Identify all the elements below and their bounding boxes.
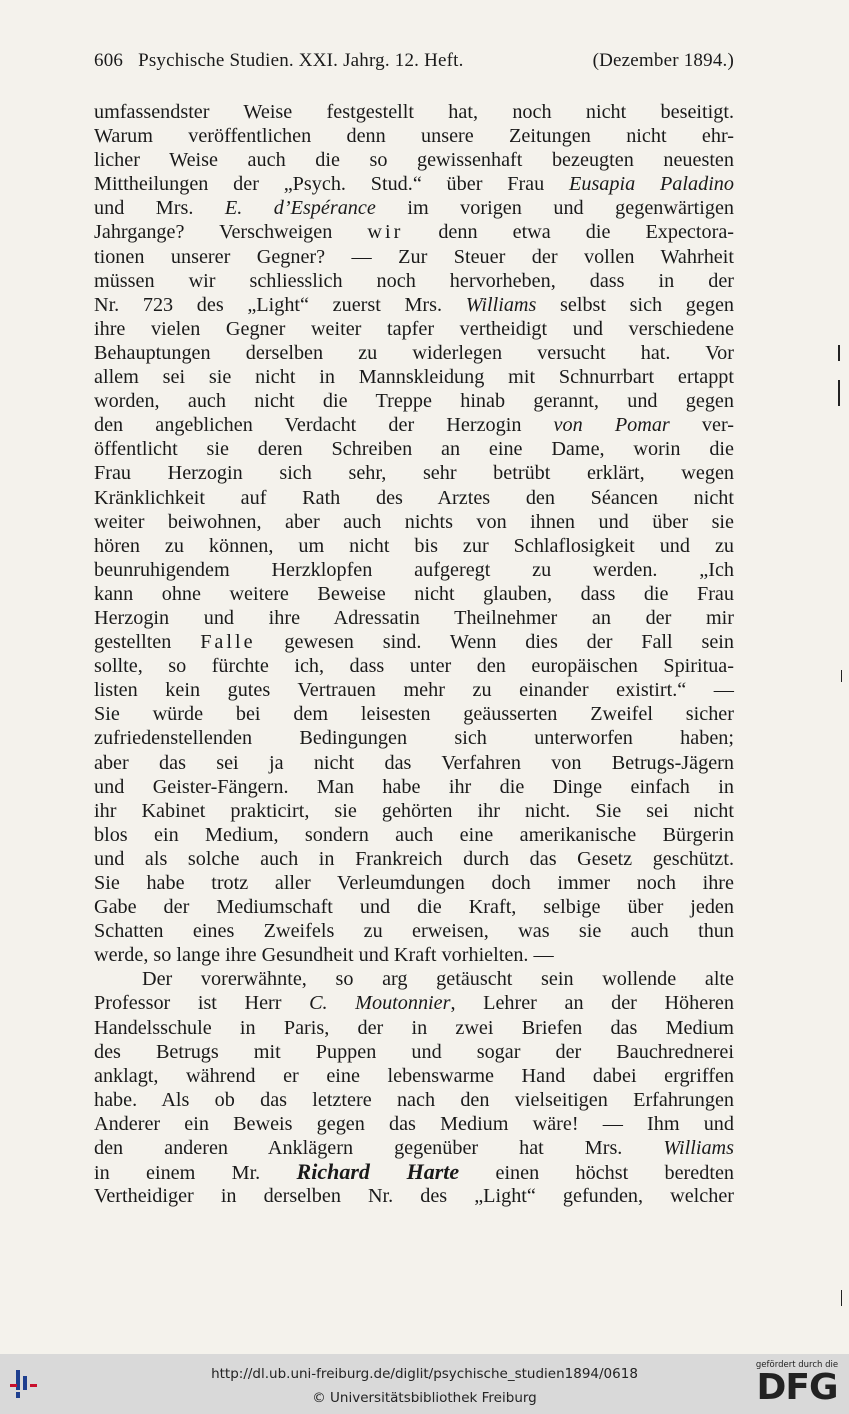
text-line: den angeblichen Verdacht der Herzogin von Pomar ver- — [94, 414, 734, 437]
text-line: Warum veröffentlichen denn unsere Zeitungen nicht ehr- — [94, 125, 734, 148]
dfg-logo-text: DFG — [756, 1367, 838, 1408]
name-italic: Williams — [465, 293, 537, 316]
text-line: tionen unserer Gegner? — Zur Steuer der vollen Wahrheit — [94, 245, 734, 268]
running-title: Psychische Studien. XXI. Jahrg. 12. Heft. — [138, 50, 464, 71]
name-bold-italic: Richard Harte — [296, 1159, 460, 1185]
text-line: und als solche auch in Frankreich durch das Gesetz geschützt. — [94, 847, 734, 870]
text-line: öffentlicht sie deren Schreiben an eine Dame, worin die — [94, 438, 734, 461]
body-text — [94, 100, 734, 1208]
text-line: Gabe der Mediumschaft und die Kraft, selbige über jeden — [94, 896, 734, 919]
text-line: Professor ist Herr C. Moutonnier, Lehrer an der Höheren — [94, 992, 734, 1015]
name-italic: C. Moutonnier — [309, 992, 451, 1015]
text-line: Handelsschule in Paris, der in zwei Briefen das Medium — [94, 1016, 734, 1039]
text-line: licher Weise auch die so gewissenhaft bezeugten neuesten — [94, 149, 734, 172]
text-line: Kränklichkeit auf Rath des Arztes den Séancen nicht — [94, 486, 734, 509]
text-line: zufriedenstellenden Bedingungen sich unterworfen haben; — [94, 727, 734, 750]
text-line: Behauptungen derselben zu widerlegen versucht hat. Vor — [94, 341, 734, 364]
text-line: Nr. 723 des „Light“ zuerst Mrs. Williams selbst sich gegen — [94, 293, 734, 316]
text-line: anklagt, während er eine lebenswarme Hand dabei ergriffen — [94, 1064, 734, 1087]
copyright-notice: © Universitätsbibliothek Freiburg — [312, 1390, 537, 1406]
text-line: Der vorerwähnte, so arg getäuscht sein wollende alte — [142, 968, 734, 991]
text-line: worden, auch nicht die Treppe hinab gerannt, und gegen — [94, 390, 734, 413]
text-line: listen kein gutes Vertrauen mehr zu einander existirt.“ — — [94, 679, 734, 702]
running-header — [94, 50, 734, 72]
spaced-emphasis: wir — [367, 221, 404, 244]
text-line: und Mrs. E. d’Espérance im vorigen und gegenwärtigen — [94, 197, 734, 220]
text-line: Sie würde bei dem leisesten geäusserten Zweifel sicher — [94, 703, 734, 726]
name-italic: Eusapia Paladino — [569, 173, 734, 196]
text-line: Vertheidiger in derselben Nr. des „Light“ gefunden, welcher — [94, 1185, 734, 1208]
margin-mark — [841, 1290, 842, 1306]
page-number: 606 — [94, 50, 124, 71]
footer-bar — [0, 1354, 849, 1414]
text-line: Anderer ein Beweis gegen das Medium wäre! — Ihm und — [94, 1112, 734, 1135]
text-line: in einem Mr. Richard Harte einen höchst beredten — [94, 1159, 734, 1185]
margin-mark — [841, 670, 842, 682]
text-line: und Geister-Fängern. Man habe ihr die Dinge einfach in — [94, 775, 734, 798]
text-line: müssen wir schliesslich noch hervorheben, dass in der — [94, 269, 734, 292]
text-line: beunruhigendem Herzklopfen aufgeregt zu werden. „Ich — [94, 558, 734, 581]
text-line: ihr Kabinet prakticirt, sie gehörten ihr nicht. Sie sei nicht — [94, 799, 734, 822]
name-italic: Williams — [663, 1137, 734, 1160]
name-italic: E. d’Espérance — [224, 197, 376, 220]
spaced-emphasis: Falle — [200, 631, 256, 654]
text-line: Sie habe trotz aller Verleumdungen doch immer noch ihre — [94, 872, 734, 894]
dfg-caption: gefördert durch die — [755, 1360, 839, 1370]
text-line: allem sei sie nicht in Mannskleidung mit Schnurrbart ertappt — [94, 366, 734, 389]
text-line: des Betrugs mit Puppen und sogar der Bauchrednerei — [94, 1040, 734, 1063]
text-line: den anderen Anklägern gegenüber hat Mrs. Williams — [94, 1137, 734, 1160]
source-url[interactable]: http://dl.ub.uni-freiburg.de/diglit/psychische_studien1894/0618 — [211, 1366, 638, 1382]
text-line: Schatten eines Zweifels zu erweisen, was sie auch thun — [94, 920, 734, 943]
issue-date: (Dezember 1894.) — [592, 50, 734, 71]
dfg-logo — [751, 1360, 843, 1410]
text-line: kann ohne weitere Beweise nicht glauben, dass die Frau — [94, 582, 734, 605]
text-line: sollte, so fürchte ich, dass unter den europäischen Spiritua- — [94, 655, 734, 678]
text-line: ihre vielen Gegner weiter tapfer vertheidigt und verschiedene — [94, 317, 734, 340]
text-line: blos ein Medium, sondern auch eine amerikanische Bürgerin — [94, 823, 734, 846]
name-italic: von Pomar — [553, 414, 670, 437]
text-line: habe. Als ob das letztere nach den vielseitigen Erfahrungen — [94, 1088, 734, 1111]
text-line: hören zu können, um nicht bis zur Schlaflosigkeit und zu — [94, 534, 734, 557]
text-line: umfassendster Weise festgestellt hat, noch nicht beseitigt. — [94, 101, 734, 123]
text-line: gestellten Falle gewesen sind. Wenn dies der Fall sein — [94, 631, 734, 654]
text-line: Frau Herzogin sich sehr, sehr betrübt erklärt, wegen — [94, 462, 734, 485]
text-line: Herzogin und ihre Adressatin Theilnehmer an der mir — [94, 606, 734, 629]
text-line: aber das sei ja nicht das Verfahren von Betrugs-Jägern — [94, 751, 734, 774]
margin-mark — [838, 345, 840, 361]
text-line: Jahrgange? Verschweigen wir denn etwa die Expectora- — [94, 221, 735, 244]
margin-mark — [838, 380, 840, 406]
text-line: Mittheilungen der „Psych. Stud.“ über Frau Eusapia Paladino — [94, 173, 734, 196]
text-line: werde, so lange ihre Gesundheit und Kraft vorhielten. — — [94, 944, 554, 967]
text-line: weiter beiwohnen, aber auch nichts von ihnen und über sie — [94, 510, 734, 533]
